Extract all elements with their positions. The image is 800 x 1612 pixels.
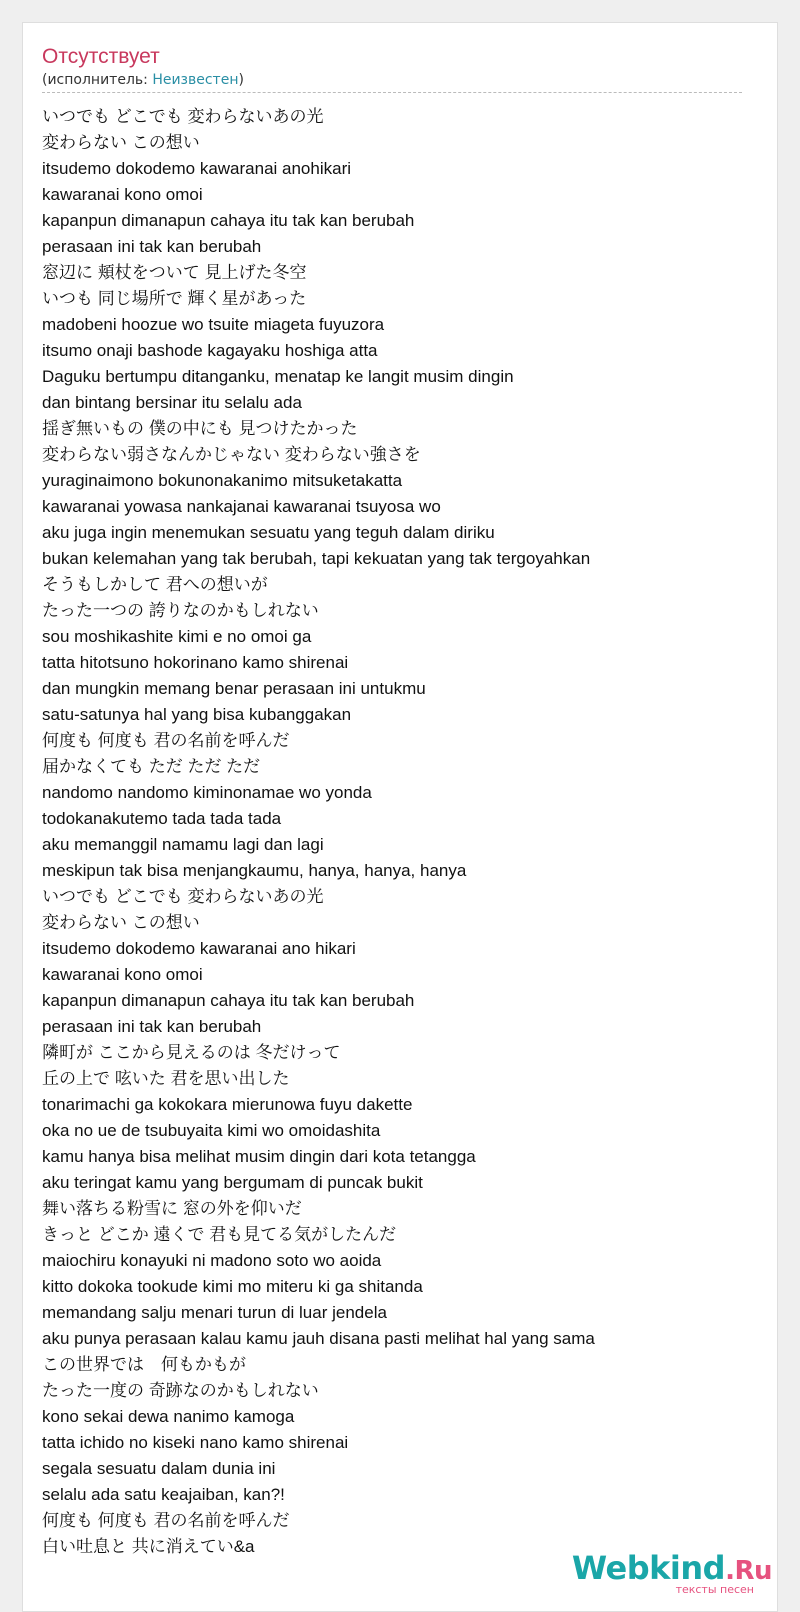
lyric-line: madobeni hoozue wo tsuite miageta fuyuzora [42,315,385,334]
lyric-line: 変わらない この想い [42,133,200,152]
lyric-line: いつも 同じ場所で 輝く星があった [42,289,307,308]
lyric-line: たった一つの 誇りなのかもしれない [42,601,319,620]
lyric-line: 届かなくても ただ ただ ただ [42,757,261,776]
lyric-line: そうもしかして 君への想いが [42,575,268,594]
artist-prefix: (исполнитель: [42,72,153,88]
lyric-line: 変わらない この想い [42,913,200,932]
lyric-line: きっと どこか 遠くで 君も見てる気がしたんだ [42,1225,397,1244]
artist-link[interactable]: Неизвестен [152,72,239,88]
lyric-line: tatta hitotsuno hokorinano kamo shirenai [42,653,349,672]
lyric-line: maiochiru konayuki ni madono soto wo aoida [42,1251,382,1270]
lyric-line: meskipun tak bisa menjangkaumu, hanya, hanya, hanya [42,861,467,880]
lyric-line: kawaranai yowasa nankajanai kawaranai tsuyosa wo [42,497,441,516]
lyric-line: dan bintang bersinar itu selalu ada [42,393,302,412]
lyric-line: oka no ue de tsubuyaita kimi wo omoidashita [42,1121,381,1140]
lyric-line: sou moshikashite kimi e no omoi ga [42,627,312,646]
lyric-line: 何度も 何度も 君の名前を呼んだ [42,1511,290,1530]
logo-main: Webkind [571,1549,726,1587]
song-title: Отсутствует [42,45,160,68]
lyrics-text [42,104,762,1560]
lyric-line: kono sekai dewa nanimo kamoga [42,1407,295,1426]
lyric-line: nandomo nandomo kiminonamae wo yonda [42,783,372,802]
lyric-line: itsudemo dokodemo kawaranai ano hikari [42,939,356,958]
lyric-line: kamu hanya bisa melihat musim dingin dari kota tetangga [42,1147,476,1166]
lyric-line: todokanakutemo tada tada tada [42,809,282,828]
lyric-line: Daguku bertumpu ditanganku, menatap ke langit musim dingin [42,367,514,386]
header-divider [42,92,742,93]
lyric-line: kawaranai kono omoi [42,965,203,984]
lyric-line: 白い吐息と 共に消えてい&a [42,1537,255,1556]
lyric-line: 揺ぎ無いもの 僕の中にも 見つけたかった [42,419,358,438]
logo-tld: .Ru [725,1556,772,1586]
lyric-line: aku juga ingin menemukan sesuatu yang teguh dalam diriku [42,523,495,542]
lyric-line: kapanpun dimanapun cahaya itu tak kan berubah [42,991,415,1010]
lyric-line: いつでも どこでも 変わらないあの光 [42,887,324,906]
lyric-line: たった一度の 奇跡なのかもしれない [42,1381,319,1400]
logo-tagline: тексты песен [675,1583,754,1596]
lyric-line: bukan kelemahan yang tak berubah, tapi kekuatan yang tak tergoyahkan [42,549,591,568]
lyric-line: dan mungkin memang benar perasaan ini untukmu [42,679,426,698]
lyric-line: 丘の上で 呟いた 君を思い出した [42,1069,290,1088]
lyric-line: aku memanggil namamu lagi dan lagi [42,835,324,854]
lyric-line: perasaan ini tak kan berubah [42,1017,262,1036]
lyric-line: この世界では 何もかもが [42,1355,246,1374]
lyrics-card [22,22,778,1612]
lyric-line: segala sesuatu dalam dunia ini [42,1459,276,1478]
artist-suffix: ) [238,72,244,88]
lyric-line: aku teringat kamu yang bergumam di puncak bukit [42,1173,423,1192]
lyric-line: 窓辺に 頬杖をついて 見上げた冬空 [42,263,307,282]
lyric-line: memandang salju menari turun di luar jendela [42,1303,387,1322]
lyric-line: 舞い落ちる粉雪に 窓の外を仰いだ [42,1199,302,1218]
artist-line [42,71,742,89]
lyric-line: 変わらない弱さなんかじゃない 変わらない強さを [42,445,421,464]
lyric-line: 何度も 何度も 君の名前を呼んだ [42,731,290,750]
lyric-line: tonarimachi ga kokokara mierunowa fuyu dakette [42,1095,413,1114]
lyric-line: 隣町が ここから見えるのは 冬だけって [42,1043,341,1062]
lyric-line: yuraginaimono bokunonakanimo mitsuketakatta [42,471,403,490]
lyric-line: いつでも どこでも 変わらないあの光 [42,107,324,126]
lyric-line: kapanpun dimanapun cahaya itu tak kan berubah [42,211,415,230]
lyric-line: kawaranai kono omoi [42,185,203,204]
lyric-line: tatta ichido no kiseki nano kamo shirenai [42,1433,349,1452]
song-header [42,43,742,89]
lyric-line: aku punya perasaan kalau kamu jauh disana pasti melihat hal yang sama [42,1329,595,1348]
lyric-line: itsumo onaji bashode kagayaku hoshiga atta [42,341,378,360]
lyric-line: satu-satunya hal yang bisa kubanggakan [42,705,352,724]
site-logo[interactable] [572,1551,772,1596]
lyric-line: kitto dokoka tookude kimi mo miteru ki ga shitanda [42,1277,423,1296]
lyric-line: perasaan ini tak kan berubah [42,237,262,256]
lyric-line: itsudemo dokodemo kawaranai anohikari [42,159,352,178]
lyric-line: selalu ada satu keajaiban, kan?! [42,1485,285,1504]
